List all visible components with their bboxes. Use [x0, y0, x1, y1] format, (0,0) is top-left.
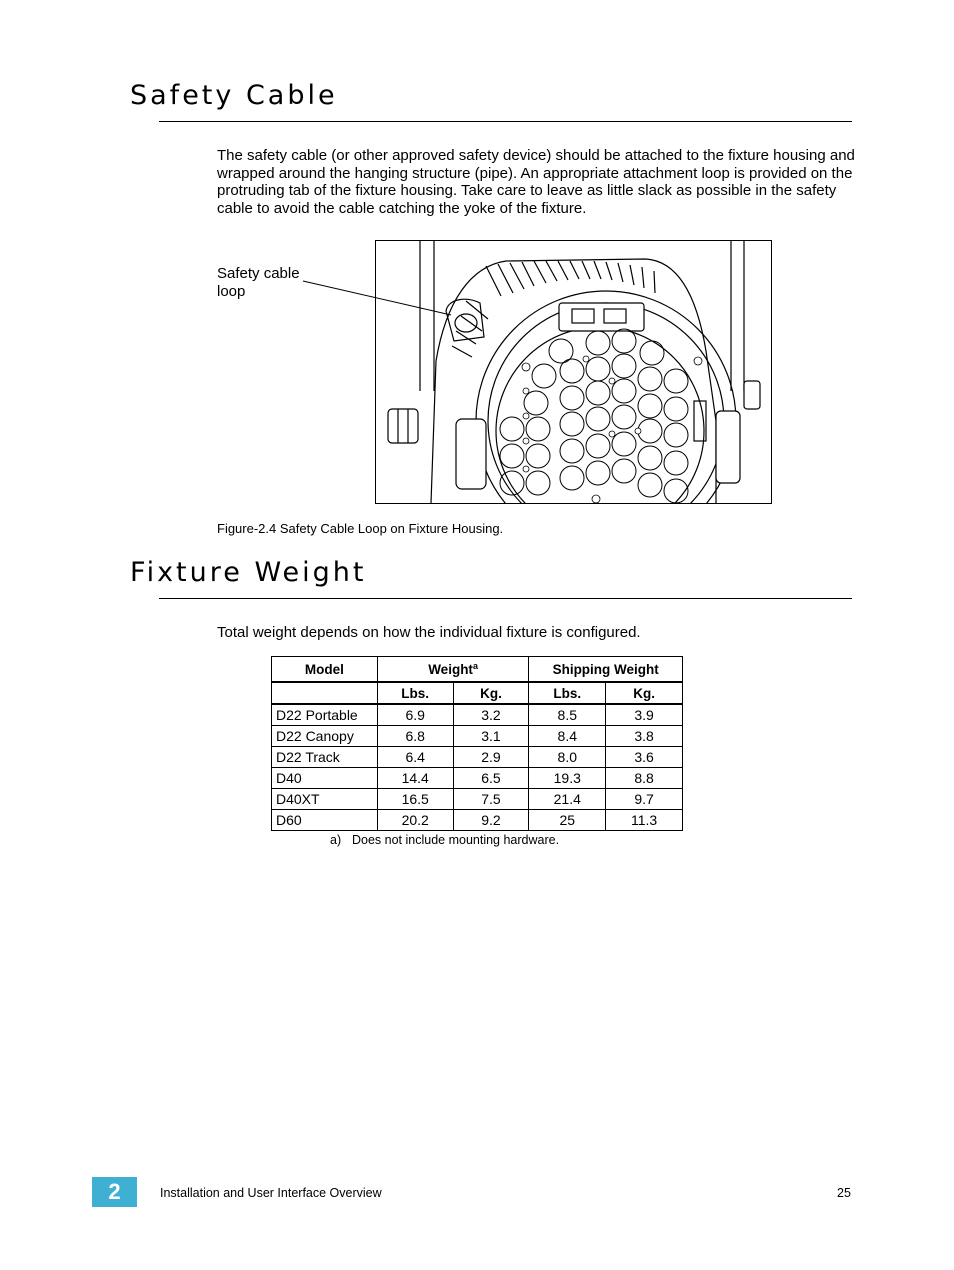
cell-ship-kg: 11.3 [606, 810, 683, 831]
cell-ship-kg: 3.9 [606, 704, 683, 726]
cell-lbs: 6.8 [377, 726, 453, 747]
cell-kg: 9.2 [453, 810, 529, 831]
callout-line-2: loop [217, 282, 246, 300]
cell-model: D40XT [272, 789, 378, 810]
subheader-ship-lbs: Lbs. [529, 682, 606, 704]
cell-ship-lbs: 8.0 [529, 747, 606, 768]
cell-ship-lbs: 21.4 [529, 789, 606, 810]
table-row [272, 747, 683, 768]
table-row [272, 768, 683, 789]
page-number: 25 [837, 1186, 851, 1200]
cell-ship-lbs: 25 [529, 810, 606, 831]
footnote-label: a) [330, 833, 342, 847]
cell-model: D22 Portable [272, 704, 378, 726]
cell-ship-lbs: 8.4 [529, 726, 606, 747]
footnote-text: Does not include mounting hardware. [352, 833, 560, 847]
cell-ship-kg: 3.8 [606, 726, 683, 747]
cell-kg: 7.5 [453, 789, 529, 810]
subheader-lbs: Lbs. [377, 682, 453, 704]
table-row [272, 726, 683, 747]
footer-title: Installation and User Interface Overview [160, 1186, 382, 1200]
subheader-kg: Kg. [453, 682, 529, 704]
fixture-weight-table [271, 656, 683, 831]
table-row [272, 810, 683, 831]
section-rule [159, 121, 852, 122]
cell-kg: 3.1 [453, 726, 529, 747]
table-row [272, 789, 683, 810]
header-model: Model [272, 657, 378, 683]
cell-kg: 3.2 [453, 704, 529, 726]
cell-lbs: 16.5 [377, 789, 453, 810]
cell-lbs: 6.9 [377, 704, 453, 726]
cell-model: D22 Track [272, 747, 378, 768]
cell-kg: 6.5 [453, 768, 529, 789]
table-row [272, 704, 683, 726]
header-weight-label: Weight [428, 661, 473, 677]
callout-label [217, 265, 317, 300]
callout-line-1: Safety cable [217, 265, 300, 282]
section-title-fixture-weight: Fixture Weight [130, 557, 367, 588]
header-shipping-weight: Shipping Weight [529, 657, 683, 683]
fixture-weight-paragraph: Total weight depends on how the individual fixture is configured. [217, 624, 641, 641]
table-header-row [272, 657, 683, 683]
cell-ship-kg: 9.7 [606, 789, 683, 810]
cell-ship-kg: 8.8 [606, 768, 683, 789]
table-footnote [330, 833, 559, 847]
section-rule [159, 598, 852, 599]
cell-kg: 2.9 [453, 747, 529, 768]
fixture-illustration [375, 240, 772, 504]
footnote-marker: a [472, 660, 478, 671]
figure-caption: Figure-2.4 Safety Cable Loop on Fixture Housing. [217, 521, 504, 536]
cell-ship-lbs: 8.5 [529, 704, 606, 726]
table-subheader-row [272, 682, 683, 704]
cell-ship-lbs: 19.3 [529, 768, 606, 789]
chapter-number-badge: 2 [92, 1177, 137, 1207]
cell-lbs: 14.4 [377, 768, 453, 789]
cell-model: D60 [272, 810, 378, 831]
header-weight [377, 657, 529, 683]
subheader-ship-kg: Kg. [606, 682, 683, 704]
cell-ship-kg: 3.6 [606, 747, 683, 768]
subheader-empty [272, 682, 378, 704]
fixture-drawing [376, 241, 771, 503]
section-title-safety-cable: Safety Cable [130, 80, 338, 111]
safety-cable-paragraph: The safety cable (or other approved safety device) should be attached to the fixture housing and wrapped around the hanging structure (pipe). An appropriate attachment loop is provided on the protruding tab of the fixture housing. Take care to leave as little slack as possible in the safety cable to avoid the cable catching the yoke of the fixture. [217, 147, 855, 217]
cell-lbs: 6.4 [377, 747, 453, 768]
cell-model: D40 [272, 768, 378, 789]
cell-lbs: 20.2 [377, 810, 453, 831]
cell-model: D22 Canopy [272, 726, 378, 747]
